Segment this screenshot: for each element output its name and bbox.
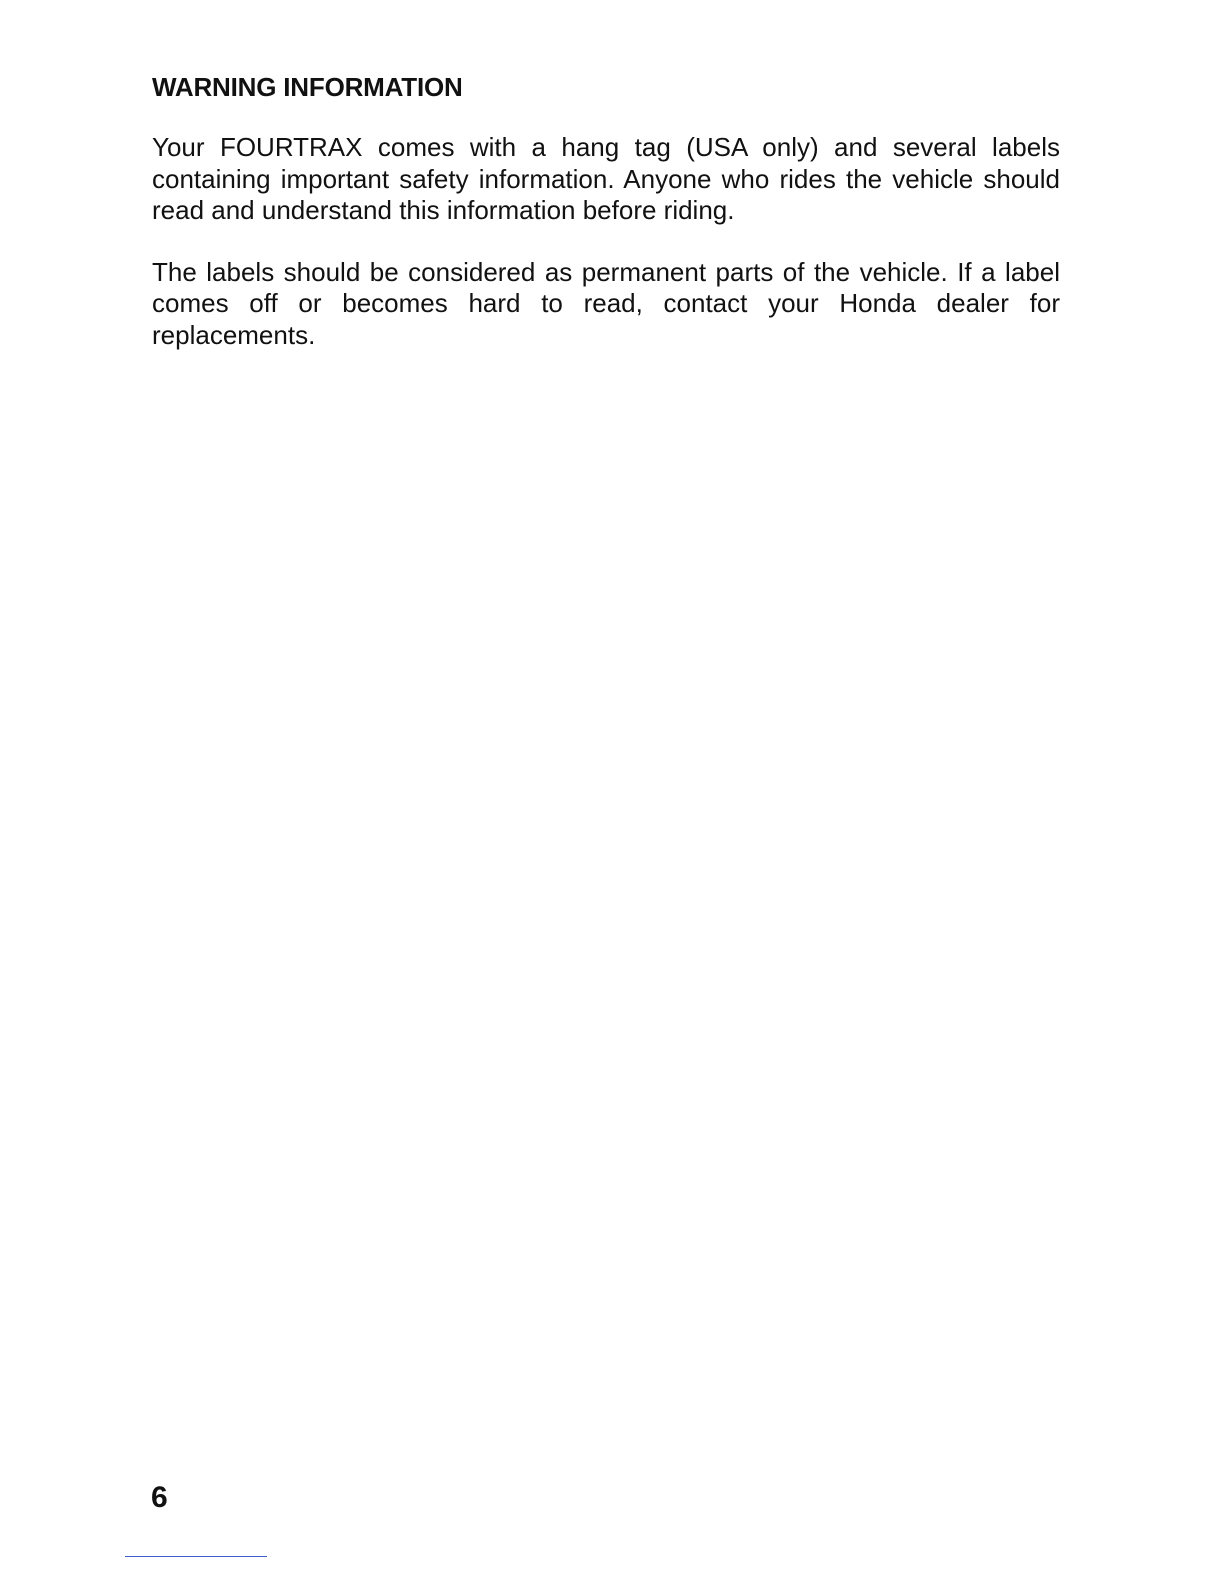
page-content — [152, 70, 1060, 351]
section-heading: WARNING INFORMATION — [152, 72, 463, 102]
paragraph-hang-tag: Your FOURTRAX comes with a hang tag (USA only) and several labels containing important safety information. Anyone who rides the vehicle should read and understand this information before riding. — [152, 132, 1060, 225]
page-number: 6 — [151, 1481, 168, 1514]
paragraph-labels: The labels should be considered as permanent parts of the vehicle. If a label comes off or becomes hard to read, contact your Honda dealer for replacements. — [152, 256, 1060, 350]
bottom-divider — [125, 1556, 267, 1557]
